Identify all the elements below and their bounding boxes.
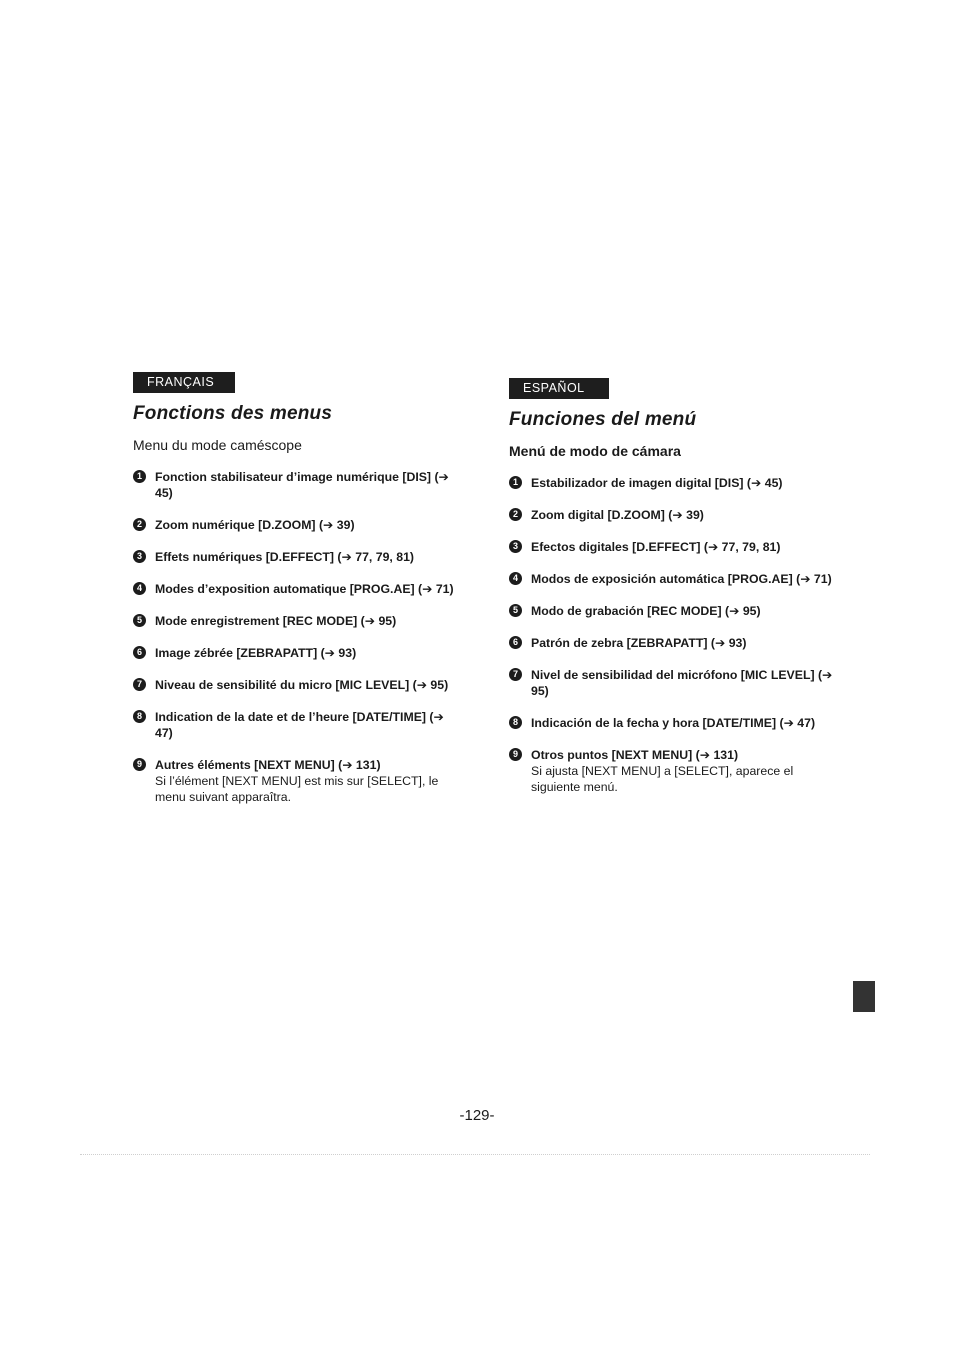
number-badge-icon: 9: [509, 748, 522, 761]
item-label: Effets numériques [D.EFFECT] (➔ 77, 79, 81): [155, 550, 415, 564]
item-label: Niveau de sensibilité du micro [MIC LEVEL] (➔ 95): [155, 678, 449, 692]
item-label: Modes d’exposition automatique [PROG.AE] (➔ 71): [155, 582, 454, 596]
list-item: [133, 709, 463, 741]
list-item: [133, 757, 463, 805]
list-item: [509, 539, 839, 555]
number-badge-icon: 6: [133, 646, 146, 659]
number-badge-icon: 4: [133, 582, 146, 595]
item-label: Modo de grabación [REC MODE] (➔ 95): [531, 604, 761, 618]
item-label: Image zébrée [ZEBRAPATT] (➔ 93): [155, 646, 357, 660]
menu-item-list-french: [133, 469, 463, 805]
list-item: [133, 581, 463, 597]
section-subtitle-french: Menu du mode caméscope: [133, 437, 302, 453]
list-item: [509, 475, 839, 491]
page-number: -129-: [459, 1107, 495, 1124]
number-badge-icon: 9: [133, 758, 146, 771]
section-title-french: Fonctions des menus: [133, 403, 333, 424]
list-item: [509, 571, 839, 587]
section-title-spanish: Funciones del menú: [509, 409, 697, 430]
section-subtitle-spanish: Menú de modo de cámara: [509, 443, 681, 459]
item-label: Zoom digital [D.ZOOM] (➔ 39): [531, 508, 704, 522]
item-label: Mode enregistrement [REC MODE] (➔ 95): [155, 614, 397, 628]
item-label: Indication de la date et de l’heure [DATE/TIME] (➔ 47): [155, 710, 444, 740]
number-badge-icon: 8: [133, 710, 146, 723]
list-item: [509, 507, 839, 523]
list-item: [133, 645, 463, 661]
list-item: [133, 549, 463, 565]
item-label: Modos de exposición automática [PROG.AE] (➔ 71): [531, 572, 832, 586]
number-badge-icon: 6: [509, 636, 522, 649]
list-item: [133, 613, 463, 629]
menu-item-list-spanish: [509, 475, 839, 795]
spanish-column: [509, 372, 839, 811]
number-badge-icon: 5: [509, 604, 522, 617]
list-item: [509, 747, 839, 795]
list-item: [133, 469, 463, 501]
number-badge-icon: 2: [509, 508, 522, 521]
list-item: [509, 603, 839, 619]
item-label: Otros puntos [NEXT MENU] (➔ 131): [531, 748, 739, 762]
language-badge-french: FRANÇAIS: [133, 372, 235, 393]
language-badge-spanish: ESPAÑOL: [509, 378, 609, 399]
item-label: Zoom numérique [D.ZOOM] (➔ 39): [155, 518, 355, 532]
divider: [80, 1154, 870, 1155]
item-label: Autres éléments [NEXT MENU] (➔ 131): [155, 758, 381, 772]
list-item: [133, 677, 463, 693]
list-item: [133, 517, 463, 533]
page-edge-tab: [853, 981, 875, 1012]
item-note: Si ajusta [NEXT MENU] a [SELECT], aparece el siguiente menú.: [531, 764, 794, 794]
number-badge-icon: 7: [509, 668, 522, 681]
number-badge-icon: 3: [133, 550, 146, 563]
item-label: Indicación de la fecha y hora [DATE/TIME] (➔ 47): [531, 716, 816, 730]
item-label: Patrón de zebra [ZEBRAPATT] (➔ 93): [531, 636, 747, 650]
item-note: Si l’élément [NEXT MENU] est mis sur [SELECT], le menu suivant apparaîtra.: [155, 774, 439, 804]
number-badge-icon: 2: [133, 518, 146, 531]
list-item: [509, 715, 839, 731]
list-item: [509, 635, 839, 651]
number-badge-icon: 3: [509, 540, 522, 553]
french-column: [133, 372, 463, 821]
number-badge-icon: 7: [133, 678, 146, 691]
item-label: Efectos digitales [D.EFFECT] (➔ 77, 79, 81): [531, 540, 781, 554]
item-label: Estabilizador de imagen digital [DIS] (➔ 45): [531, 476, 783, 490]
item-label: Nivel de sensibilidad del micrófono [MIC LEVEL] (➔ 95): [531, 668, 833, 698]
number-badge-icon: 5: [133, 614, 146, 627]
item-label: Fonction stabilisateur d’image numérique [DIS] (➔ 45): [155, 470, 449, 500]
number-badge-icon: 1: [509, 476, 522, 489]
number-badge-icon: 1: [133, 470, 146, 483]
number-badge-icon: 8: [509, 716, 522, 729]
number-badge-icon: 4: [509, 572, 522, 585]
list-item: [509, 667, 839, 699]
